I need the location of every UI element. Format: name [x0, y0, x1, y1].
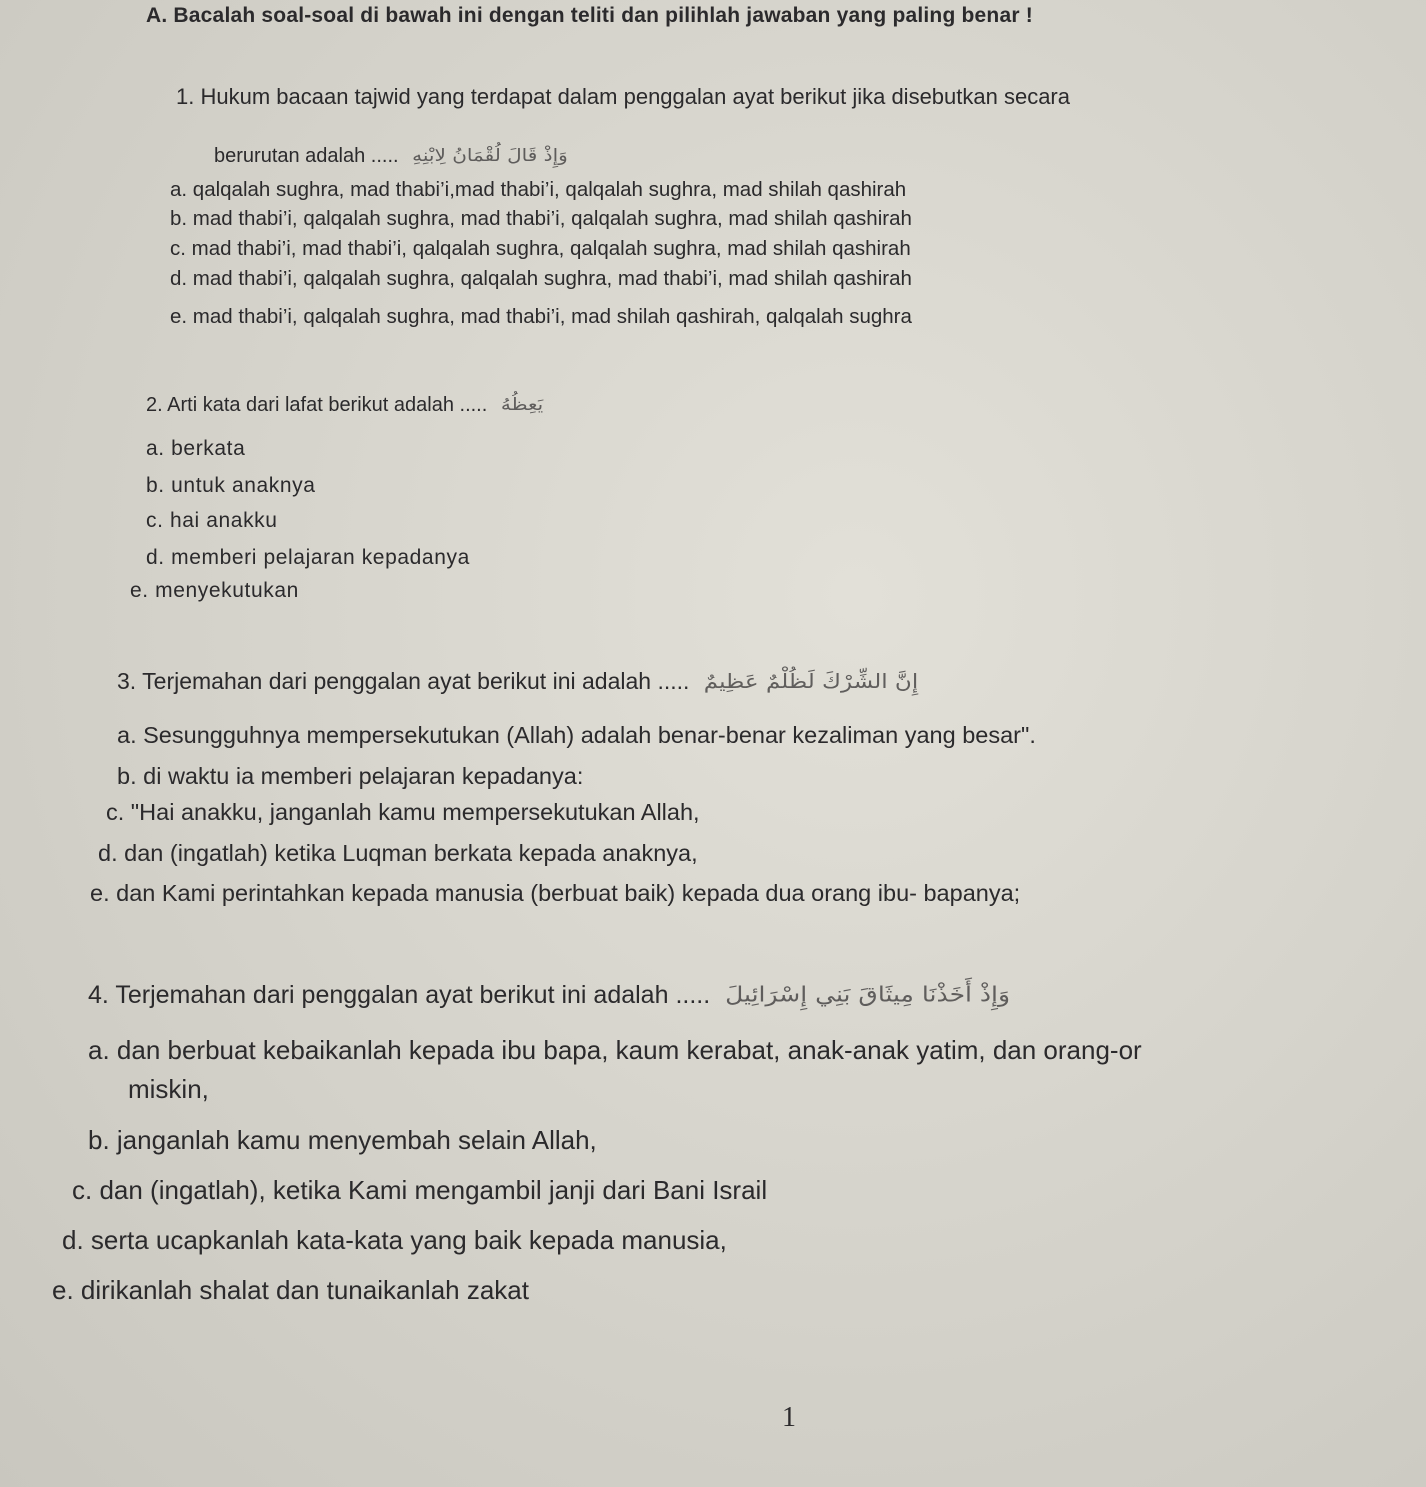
question-2-option-a[interactable]: a. berkata [146, 437, 246, 460]
question-2-option-c[interactable]: c. hai anakku [146, 509, 278, 532]
question-2-stem: 2. Arti kata dari lafat berikut adalah ..... [146, 394, 488, 416]
question-3-stem-row [117, 668, 918, 695]
question-1-stem-text: berurutan adalah ..... [214, 145, 399, 167]
question-2-stem-row [146, 392, 543, 417]
question-4-option-a-continued: miskin, [128, 1074, 209, 1104]
question-2-option-b[interactable]: b. untuk anaknya [146, 474, 316, 497]
question-1-arabic-verse: وَإِذْ قَالَ لُقْمَانُ لِابْنِهِ [412, 144, 568, 166]
page-number: 1 [782, 1402, 796, 1433]
question-2-arabic-word: يَعِظُهُ [500, 393, 544, 415]
question-4-arabic-verse: وَإِذْ أَخَذْنَا مِيثَاقَ بَنِي إِسْرَائِيلَ [725, 982, 1011, 1007]
question-1-option-e[interactable]: e. mad thabi’i, qalqalah sughra, mad thabi’i, mad shilah qashirah, qalqalah sughra [170, 305, 912, 328]
section-title: A. Bacalah soal-soal di bawah ini dengan teliti dan pilihlah jawaban yang paling benar ! [146, 4, 1033, 27]
question-4-option-c[interactable]: c. dan (ingatlah), ketika Kami mengambil janji dari Bani Israil [72, 1175, 768, 1205]
question-4-option-b[interactable]: b. janganlah kamu menyembah selain Allah, [88, 1125, 597, 1155]
question-4-option-e[interactable]: e. dirikanlah shalat dan tunaikanlah zakat [52, 1275, 529, 1305]
question-2-option-d[interactable]: d. memberi pelajaran kepadanya [146, 546, 470, 569]
question-4-stem-row [88, 980, 1010, 1010]
question-3-option-b[interactable]: b. di waktu ia memberi pelajaran kepadanya: [117, 763, 584, 789]
question-2-option-e[interactable]: e. menyekutukan [130, 579, 299, 602]
question-4-option-d[interactable]: d. serta ucapkanlah kata-kata yang baik kepada manusia, [62, 1225, 727, 1255]
question-3-stem: 3. Terjemahan dari penggalan ayat berikut ini adalah ..... [117, 668, 690, 694]
question-3-option-a[interactable]: a. Sesungguhnya mempersekutukan (Allah) adalah benar-benar kezaliman yang besar". [117, 722, 1036, 748]
question-4-option-a[interactable]: a. dan berbuat kebaikanlah kepada ibu bapa, kaum kerabat, anak-anak yatim, dan orang-or [88, 1035, 1142, 1065]
question-1-option-a[interactable]: a. qalqalah sughra, mad thabi’i,mad thabi’i, qalqalah sughra, mad shilah qashirah [170, 178, 907, 201]
question-1-option-b[interactable]: b. mad thabi’i, qalqalah sughra, mad thabi’i, qalqalah sughra, mad shilah qashirah [170, 207, 912, 230]
question-4-stem: 4. Terjemahan dari penggalan ayat berikut ini adalah ..... [88, 981, 711, 1009]
question-1-stem-continued [214, 143, 568, 168]
question-3-option-c[interactable]: c. "Hai anakku, janganlah kamu mempersekutukan Allah, [106, 799, 700, 825]
question-3-option-d[interactable]: d. dan (ingatlah) ketika Luqman berkata kepada anaknya, [98, 840, 698, 866]
question-3-arabic-verse: إِنَّ الشِّرْكَ لَظُلْمٌ عَظِيمٌ [703, 670, 919, 694]
question-1-option-d[interactable]: d. mad thabi’i, qalqalah sughra, qalqalah sughra, mad thabi’i, mad shilah qashirah [170, 267, 912, 290]
question-1-stem: 1. Hukum bacaan tajwid yang terdapat dalam penggalan ayat berikut jika disebutkan secara [176, 84, 1070, 109]
question-1-option-c[interactable]: c. mad thabi’i, mad thabi’i, qalqalah sughra, qalqalah sughra, mad shilah qashirah [170, 237, 911, 260]
question-3-option-e[interactable]: e. dan Kami perintahkan kepada manusia (berbuat baik) kepada dua orang ibu- bapanya; [90, 880, 1021, 906]
